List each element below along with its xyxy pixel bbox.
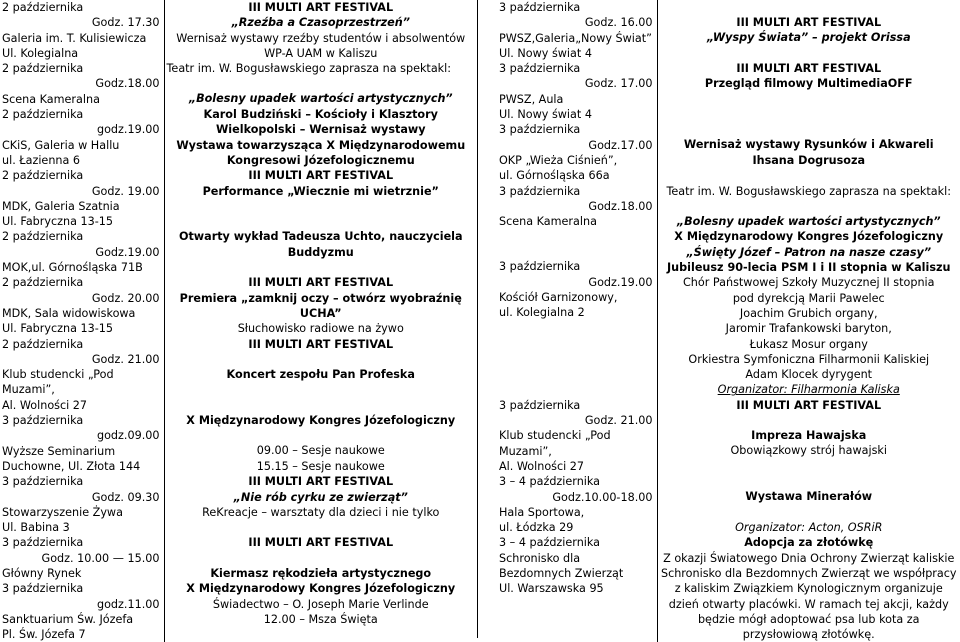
event-title: Jubileusz 90-lecia PSM I i II stopnia w Kaliszu [667, 261, 951, 275]
event-when [497, 61, 657, 122]
event-detail: Teatr im. W. Bogusławskiego zaprasza na spektakl: [166, 62, 452, 76]
table-row [0, 474, 477, 535]
event-date: 3 października [499, 260, 581, 274]
event-date: 3 października [2, 582, 84, 596]
table-row [0, 61, 477, 107]
event-time: Godz.19.00 [95, 245, 160, 259]
event-date: 3 października [499, 184, 581, 198]
event-date: 2 października [2, 276, 84, 290]
event-detail: 09.00 – Sesje naukowe [256, 444, 385, 458]
event-title: Wernisaż wystawy Rysunków i Akwareli [683, 138, 934, 152]
event-when [0, 535, 164, 581]
event-title: „Bolesny upadek wartości artystycznych” [676, 214, 941, 228]
table-row [0, 413, 477, 474]
event-detail: WP-A UAM w Kaliszu [264, 46, 378, 60]
event-date: 3 października [499, 1, 581, 14]
event-description [164, 413, 477, 474]
event-detail: ReKreacje – warsztaty dla dzieci i nie tylko [202, 505, 440, 519]
event-place: Ul. Kolegialna [2, 46, 79, 60]
festival-name: III MULTI ART FESTIVAL [736, 62, 882, 76]
event-place: Ul. Fabryczna 13-15 [2, 322, 114, 336]
event-description [657, 229, 960, 397]
event-organizer: Organizator: Acton, OSRiR [735, 520, 883, 534]
event-time: Godz.18.00 [588, 199, 653, 213]
event-detail: Adam Klocek dyrygent [745, 368, 873, 382]
festival-name: III MULTI ART FESTIVAL [248, 276, 394, 290]
event-place: MDK, Galeria Szatnia [2, 199, 120, 213]
event-date: 2 października [2, 1, 84, 14]
event-date: 3 października [2, 414, 84, 428]
event-time: Godz.17.00 [588, 138, 653, 152]
event-place: Schronisko dla [499, 551, 581, 565]
event-detail: Kongresowi Józefologicznemu [226, 153, 415, 167]
event-place: OKP „Wieża Ciśnień”, [499, 153, 618, 167]
event-detail: będzie mógł adoptować psa lub kota za [697, 612, 920, 626]
event-place: Ul. Warszawska 95 [499, 582, 604, 596]
event-place: Scena Kameralna [499, 215, 597, 229]
event-date: 3 października [499, 62, 581, 76]
event-description [164, 107, 477, 168]
table-row [497, 229, 960, 397]
event-time: Godz. 17.30 [91, 16, 160, 30]
event-title: Ihsana Dogrusoza [752, 153, 866, 167]
event-description [164, 0, 477, 61]
event-place: Ul. Nowy świat 4 [499, 108, 592, 122]
event-when [497, 535, 657, 642]
event-place: Hala Sportowa, [499, 505, 585, 519]
event-place: Muzami”, [2, 383, 55, 397]
event-when [0, 229, 164, 275]
event-title: Wystawa Minerałów [745, 490, 873, 504]
table-row [0, 275, 477, 336]
event-time: Godz.19.00 [588, 275, 653, 289]
event-place: Duchowne, Ul. Złota 144 [2, 459, 141, 473]
event-place: Al. Wolności 27 [2, 398, 88, 412]
event-time: godz.19.00 [96, 123, 160, 137]
festival-name: III MULTI ART FESTIVAL [248, 1, 394, 14]
schedule-table-right [497, 0, 960, 642]
event-place: Pl. Św. Józefa 7 [2, 628, 86, 642]
event-description [164, 275, 477, 336]
event-time: Godz.10.00-18.00 [552, 490, 653, 504]
table-row [0, 168, 477, 229]
event-detail: z kaliskim Związkiem Kynologicznym organizuje [674, 582, 943, 596]
event-title: Adopcja za złotówkę [744, 536, 874, 550]
event-when [0, 168, 164, 229]
event-description [657, 184, 960, 230]
event-when [497, 474, 657, 535]
event-title: „Wyspy Świata” – projekt Orissa [706, 31, 911, 45]
event-when [0, 474, 164, 535]
event-date: 3 października [499, 123, 581, 137]
festival-name: III MULTI ART FESTIVAL [736, 16, 882, 29]
event-place: Sanktuarium Św. Józefa [2, 612, 134, 626]
event-title: X Międzynarodowy Kongres Józefologiczny [674, 230, 944, 244]
table-row [497, 61, 960, 122]
table-row [0, 535, 477, 581]
event-when [497, 0, 657, 61]
event-place: PWSZ,Galeria„Nowy Świat” [499, 31, 652, 45]
event-place: Scena Kameralna [2, 92, 100, 106]
event-description [657, 0, 960, 61]
event-date: 2 października [2, 62, 84, 76]
event-place: Ul. Babina 3 [2, 521, 70, 535]
event-title: X Międzynarodowy Kongres Józefologiczny [186, 582, 456, 596]
event-detail: Świadectwo – O. Joseph Marie Verlinde [212, 597, 429, 611]
event-time: godz.09.00 [96, 429, 160, 443]
event-place: Stowarzyszenie Żywa [2, 505, 123, 519]
event-detail: Orkiestra Symfoniczna Filharmonii Kaliskiej [688, 352, 930, 366]
event-time: Godz.18.00 [95, 77, 160, 91]
event-place: Główny Rynek [2, 566, 82, 580]
event-description [164, 168, 477, 229]
event-description [657, 535, 960, 642]
event-place: Klub studencki „Pod [2, 368, 114, 382]
event-detail: pod dyrekcją Marii Pawelec [732, 291, 885, 305]
event-place: Klub studencki „Pod [499, 429, 611, 443]
event-date: 2 października [2, 337, 84, 351]
event-detail: Teatr im. W. Bogusławskiego zaprasza na spektakl: [666, 184, 952, 198]
table-row [0, 107, 477, 168]
event-title: Koncert zespołu Pan Profeska [226, 367, 415, 381]
event-time: Godz. 10.00 — 15.00 [41, 551, 160, 565]
event-time: Godz. 20.00 [91, 291, 160, 305]
event-place: PWSZ, Aula [499, 92, 564, 106]
event-title: „Rzeźba a Czasoprzestrzeń” [231, 16, 410, 30]
event-place: Kościół Garnizonowy, [499, 291, 618, 305]
event-time: Godz. 21.00 [91, 352, 160, 366]
event-when [0, 413, 164, 474]
event-title: „Nie rób cyrku ze zwierząt” [233, 490, 408, 504]
event-description [657, 122, 960, 183]
event-when [0, 0, 164, 61]
event-when [0, 275, 164, 336]
festival-name: III MULTI ART FESTIVAL [248, 337, 394, 351]
event-place: ul. Łazienna 6 [2, 153, 81, 167]
festival-name: III MULTI ART FESTIVAL [248, 536, 394, 550]
event-place: MOK,ul. Górnośląska 71B [2, 261, 143, 275]
table-row [497, 184, 960, 230]
event-title: „Święty Józef – Patron na nasze czasy” [686, 245, 932, 259]
event-date: 3 – 4 października [499, 475, 601, 489]
event-date: 3 października [499, 398, 581, 412]
event-time: Godz. 16.00 [584, 16, 653, 30]
event-title: „Bolesny upadek wartości artystycznych” [188, 92, 453, 106]
event-place: ul. Górnośląska 66a [499, 169, 610, 183]
event-detail: dzień otwarty placówki. W ramach tej akcji, każdy [668, 597, 949, 611]
event-date: 2 października [2, 169, 84, 183]
event-organizer: Organizator: Filharmonia Kaliska [717, 383, 900, 397]
event-place: Bezdomnych Zwierząt [499, 566, 624, 580]
event-title: Przegląd filmowy MultimediaOFF [704, 77, 913, 91]
event-when [497, 398, 657, 474]
table-row [497, 535, 960, 642]
event-detail: Chór Państwowej Szkoły Muzycznej II stopnia [682, 276, 935, 290]
event-date: 3 października [2, 536, 84, 550]
event-when [0, 107, 164, 168]
event-date: 3 października [2, 475, 84, 489]
event-time: Godz. 21.00 [584, 414, 653, 428]
event-title: UCHA” [299, 306, 342, 320]
event-description [164, 61, 477, 107]
event-place: Ul. Nowy świat 4 [499, 46, 592, 60]
event-place: Al. Wolności 27 [499, 459, 585, 473]
event-date: 2 października [2, 230, 84, 244]
table-row [0, 0, 477, 61]
event-detail: 15.15 – Sesje naukowe [256, 459, 385, 473]
festival-name: III MULTI ART FESTIVAL [248, 169, 394, 183]
event-date: 2 października [2, 108, 84, 122]
event-place: Ul. Fabryczna 13-15 [2, 215, 114, 229]
event-title: Karol Budziński – Kościoły i Klasztory [203, 108, 438, 122]
festival-name: III MULTI ART FESTIVAL [736, 398, 882, 412]
column-divider [477, 0, 478, 638]
event-description [164, 474, 477, 535]
event-place: MDK, Sala widowiskowa [2, 306, 136, 320]
event-date: 3 – 4 października [499, 536, 601, 550]
event-description [164, 581, 477, 642]
event-detail: Łukasz Mosur organy [749, 337, 868, 351]
event-time: Godz. 17.00 [584, 77, 653, 91]
event-title: Premiera „zamknij oczy – otwórz wyobraźnię [179, 291, 462, 305]
event-detail: Joachim Grubich organy, [739, 306, 878, 320]
event-when [497, 229, 657, 397]
table-row [0, 337, 477, 413]
event-title: Otwarty wykład Tadeusza Uchto, nauczyciela [178, 230, 463, 244]
event-place: Galeria im. T. Kulisiewicza [2, 31, 147, 45]
event-description [164, 229, 477, 275]
event-detail: Schronisko dla Bezdomnych Zwierząt we współpracy [660, 566, 957, 580]
event-detail: 12.00 – Msza Święta [263, 612, 378, 626]
schedule-table-left [0, 0, 477, 642]
event-when [0, 61, 164, 107]
event-time: Godz. 09.30 [91, 490, 160, 504]
event-place: ul. Łódzka 29 [499, 521, 574, 535]
event-title: X Międzynarodowy Kongres Józefologiczny [186, 414, 456, 428]
event-place: CKiS, Galeria w Hallu [2, 138, 120, 152]
event-place: Wyższe Seminarium [2, 444, 116, 458]
event-detail: Słuchowisko radiowe na żywo [237, 322, 404, 336]
festival-name: III MULTI ART FESTIVAL [248, 475, 394, 489]
event-detail: Wystawa towarzysząca X Międzynarodowemu [176, 138, 466, 152]
table-row [497, 0, 960, 61]
event-when [497, 122, 657, 183]
table-row [497, 474, 960, 535]
event-time: godz.11.00 [96, 597, 160, 611]
table-row [0, 581, 477, 642]
event-description [164, 535, 477, 581]
event-detail: Z okazji Światowego Dnia Ochrony Zwierząt kaliskie [663, 551, 955, 565]
event-detail: Wernisaż wystawy rzeźby studentów i absolwentów [176, 31, 466, 45]
event-when [497, 184, 657, 230]
event-when [0, 581, 164, 642]
event-place: ul. Kolegialna 2 [499, 306, 585, 320]
event-when [0, 337, 164, 413]
event-detail: Jaromir Trafankowski baryton, [725, 322, 892, 336]
event-time: Godz. 19.00 [91, 184, 160, 198]
event-description [657, 61, 960, 122]
table-row [0, 229, 477, 275]
event-description [164, 337, 477, 413]
event-detail: Obowiązkowy strój hawajski [730, 444, 888, 458]
event-detail: przysłowiową złotówkę. [742, 628, 875, 642]
event-title: Impreza Hawajska [751, 429, 867, 443]
event-place: Muzami”, [499, 444, 552, 458]
event-description [657, 398, 960, 474]
table-row [497, 122, 960, 183]
event-description [657, 474, 960, 535]
event-title: Buddyzmu [287, 245, 354, 259]
table-row [497, 398, 960, 474]
event-detail: Wielkopolski – Wernisaż wystawy [215, 123, 426, 137]
event-title: Kiermasz rękodzieła artystycznego [210, 566, 432, 580]
event-title: Performance „Wiecznie mi wietrznie” [202, 184, 439, 198]
